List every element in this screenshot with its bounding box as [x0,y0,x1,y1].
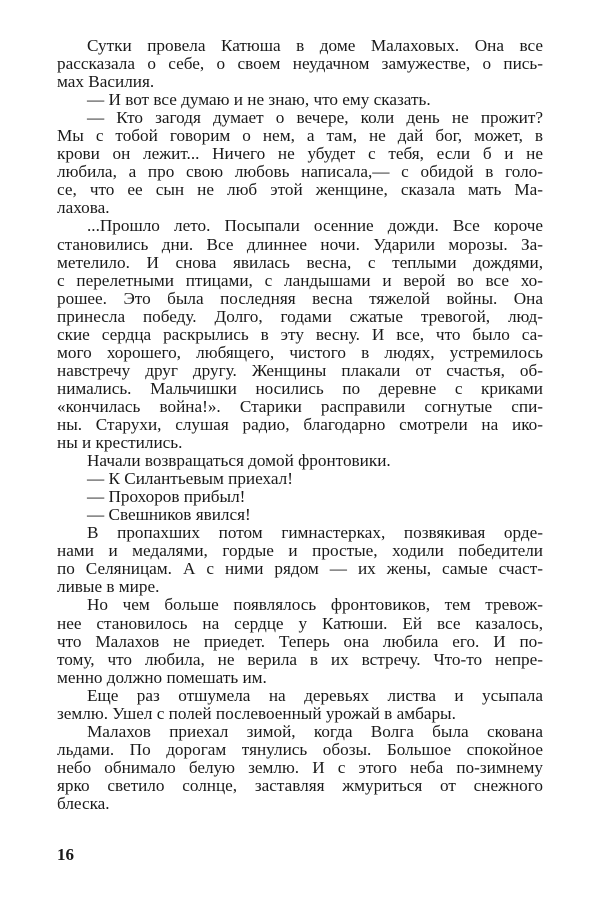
text-line: принесла победу. Долго, годами сжатые тревогой, люд- [57,306,543,326]
text-line: метелило. И снова явилась весна, с теплыми дождями, [57,252,543,272]
text-line: менно должно помешать им. [57,667,267,687]
text-line: ны. Старухи, слушая радио, благодарно смотрели на ико- [57,414,543,434]
paragraph [57,91,543,109]
text-line: любила, а про свою любовь написала,— с обидой в голо- [57,162,543,182]
text-line: — И вот все думаю и не знаю, что ему сказать. [87,90,431,110]
text-line: се, что ее сын не люб этой женщине, сказала мать Ма- [57,180,543,200]
text-line: блеска. [57,793,110,813]
text-line: — К Силантьевым приехал! [87,469,293,489]
text-line: становились дни. Все длиннее ночи. Ударили морозы. За- [57,234,543,254]
page-number: 16 [57,845,74,864]
text-line: Мы с тобой говорим о нем, а там, не дай бог, может, в [57,126,543,146]
text-line: небо обнимало белую землю. И с этого неба по-зимнему [57,757,543,777]
text-line: нами и медалями, гордые и простые, ходили победители [57,541,543,561]
paragraph [57,452,543,470]
paragraph [57,109,543,217]
text-line: нее становилось на сердце у Катюши. Ей все казалось, [57,613,543,633]
text-line: Еще раз отшумела на деревьях листва и усыпала [87,685,543,705]
text-line: ские сердца раскрылись в эту весну. И все, что было са- [57,324,543,344]
text-line: Начали возвращаться домой фронтовики. [87,451,391,471]
paragraph [57,470,543,488]
paragraph [57,723,543,813]
text-line: В пропахших потом гимнастерках, позвякивая орде- [87,523,543,543]
paragraph [57,488,543,506]
text-line: навстречу друг другу. Женщины плакали от счастья, об- [57,360,543,380]
paragraph [57,596,543,686]
text-line: по Селяницам. А с ними рядом — их жены, самые счаст- [57,559,543,579]
text-line: — Кто загодя думает о вечере, коли день не прожит? [87,108,543,128]
text-line: Сутки провела Катюша в доме Малаховых. Она все [87,36,543,55]
text-line: ярко светило солнце, заставляя жмуриться от снежного [57,775,543,795]
text-line: льдами. По дорогам тянулись обозы. Большое спокойное [57,739,543,759]
text-line: мого хорошего, любящего, чистого в людях, устремилось [57,342,543,362]
text-line: лахова. [57,198,110,218]
paragraph [57,506,543,524]
text-line: — Прохоров прибыл! [87,487,246,507]
text-line: ливые в мире. [57,577,160,597]
text-line: с перелетными птицами, с ландышами и верой во все хо- [57,270,543,290]
paragraph [57,524,543,596]
text-line: Но чем больше появлялось фронтовиков, тем тревож- [87,595,543,615]
text-line: нимались. Мальчишки носились по деревне с криками [57,378,543,398]
text-line: рассказала о себе, о своем неудачном замужестве, о пись- [57,54,543,74]
text-line: землю. Ушел с полей послевоенный урожай в амбары. [57,703,456,723]
text-line: крови он лежит... Ничего не убудет с тебя, если б и не [57,144,543,164]
text-line: ...Прошло лето. Посыпали осенние дожди. Все короче [87,216,543,236]
text-line: ны и крестились. [57,433,183,453]
text-line: тому, что любила, не верила в их встречу. Что-то непре- [57,649,543,669]
paragraph [57,37,543,91]
text-line: Малахов приехал зимой, когда Волга была скована [87,721,543,741]
text-line: — Свешников явился! [87,505,251,525]
paragraph [57,217,543,452]
text-line: мах Василия. [57,72,155,92]
text-line: рошее. Это была последняя весна тяжелой войны. Она [57,288,543,308]
book-page-text [57,37,543,813]
text-line: что Малахов не приедет. Теперь она любила его. И по- [57,631,543,651]
text-line: «кончилась война!». Старики расправили согнутые спи- [57,396,543,416]
paragraph [57,687,543,723]
